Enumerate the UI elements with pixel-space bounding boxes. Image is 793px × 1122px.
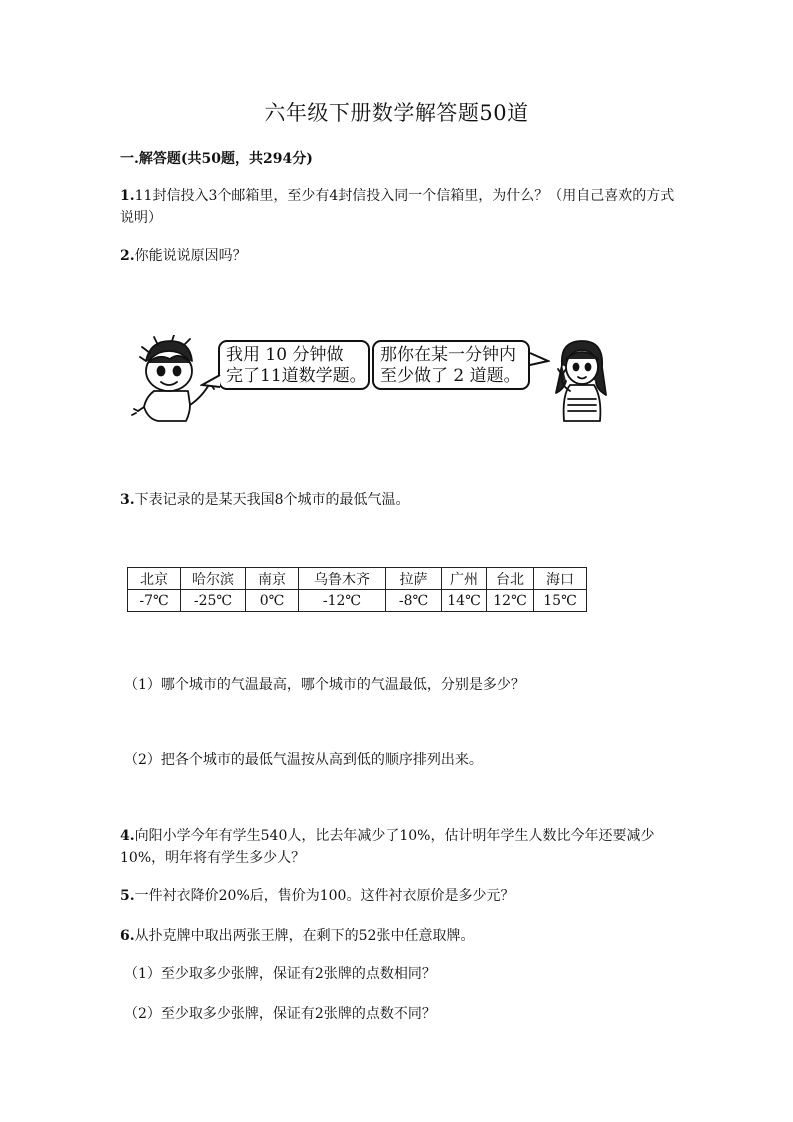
question-1 (120, 185, 680, 229)
question-4 (120, 825, 680, 869)
speech-bubble-boy (218, 340, 370, 390)
bubble-boy-line-1: 我用 10 分钟做 (226, 345, 344, 365)
question-3-text: 下表记录的是某天我国8个城市的最低气温。 (134, 492, 410, 508)
question-6-sub-1: （1）至少取多少张牌，保证有2张牌的点数相同？ (124, 966, 436, 982)
page-title: 六年级下册数学解答题50道 (264, 101, 529, 125)
section-heading: 一.解答题(共50题，共294分) (120, 151, 313, 167)
question-5 (120, 885, 680, 907)
question-4-text: 向阳小学今年有学生540人，比去年减少了10%，估计明年学生人数比今年还要减少10%，明年将有学生多少人？ (120, 828, 655, 866)
illustration-dialogue (128, 335, 613, 425)
table-cell: 15℃ (534, 590, 587, 612)
question-1-number: 1. (120, 188, 135, 204)
question-4-number: 4. (120, 828, 135, 844)
bubble-boy-line-2: 完了11道数学题。 (226, 366, 367, 386)
speech-bubble-girl (372, 340, 530, 390)
temperature-table (127, 567, 587, 612)
question-3-sub-2: （2）把各个城市的最低气温按从高到低的顺序排列出来。 (124, 752, 483, 768)
table-cell: 乌鲁木齐 (299, 568, 386, 590)
table-cell: 0℃ (246, 590, 299, 612)
bubble-tail-left (200, 373, 222, 391)
question-6-sub-2: （2）至少取多少张牌，保证有2张牌的点数不同？ (124, 1006, 436, 1022)
table-cell: -12℃ (299, 590, 386, 612)
table-cell: 广州 (442, 568, 487, 590)
table-row-temps (128, 590, 587, 612)
table-cell: 哈尔滨 (181, 568, 246, 590)
girl-figure (546, 335, 613, 425)
bubble-girl-line-2: 至少做了 2 道题。 (380, 366, 521, 386)
question-6-text: 从扑克牌中取出两张王牌，在剩下的52张中任意取牌。 (134, 928, 475, 944)
table-cell: 北京 (128, 568, 181, 590)
table-cell: -25℃ (181, 590, 246, 612)
question-1-text: 11封信投入3个邮箱里，至少有4封信投入同一个信箱里，为什么？（用自己喜欢的方式说明） (120, 188, 675, 226)
table-cell: 台北 (487, 568, 534, 590)
question-3-number: 3. (120, 492, 135, 508)
table-cell: -8℃ (386, 590, 442, 612)
question-5-number: 5. (120, 888, 135, 904)
bubble-girl-line-1: 那你在某一分钟内 (380, 345, 516, 365)
table-cell: 海口 (534, 568, 587, 590)
question-3 (120, 489, 680, 511)
table-cell: 12℃ (487, 590, 534, 612)
table-cell: 拉萨 (386, 568, 442, 590)
question-2 (120, 245, 680, 267)
table-cell: 南京 (246, 568, 299, 590)
question-2-text: 你能说说原因吗？ (134, 248, 247, 264)
table-cell: -7℃ (128, 590, 181, 612)
table-row-cities (128, 568, 587, 590)
question-6-number: 6. (120, 928, 135, 944)
question-5-text: 一件衬衣降价20%后，售价为100。这件衬衣原价是多少元？ (134, 888, 515, 904)
question-6 (120, 925, 680, 947)
table-cell: 14℃ (442, 590, 487, 612)
question-3-sub-1: （1）哪个城市的气温最高，哪个城市的气温最低，分别是多少？ (124, 677, 525, 693)
question-2-number: 2. (120, 248, 135, 264)
